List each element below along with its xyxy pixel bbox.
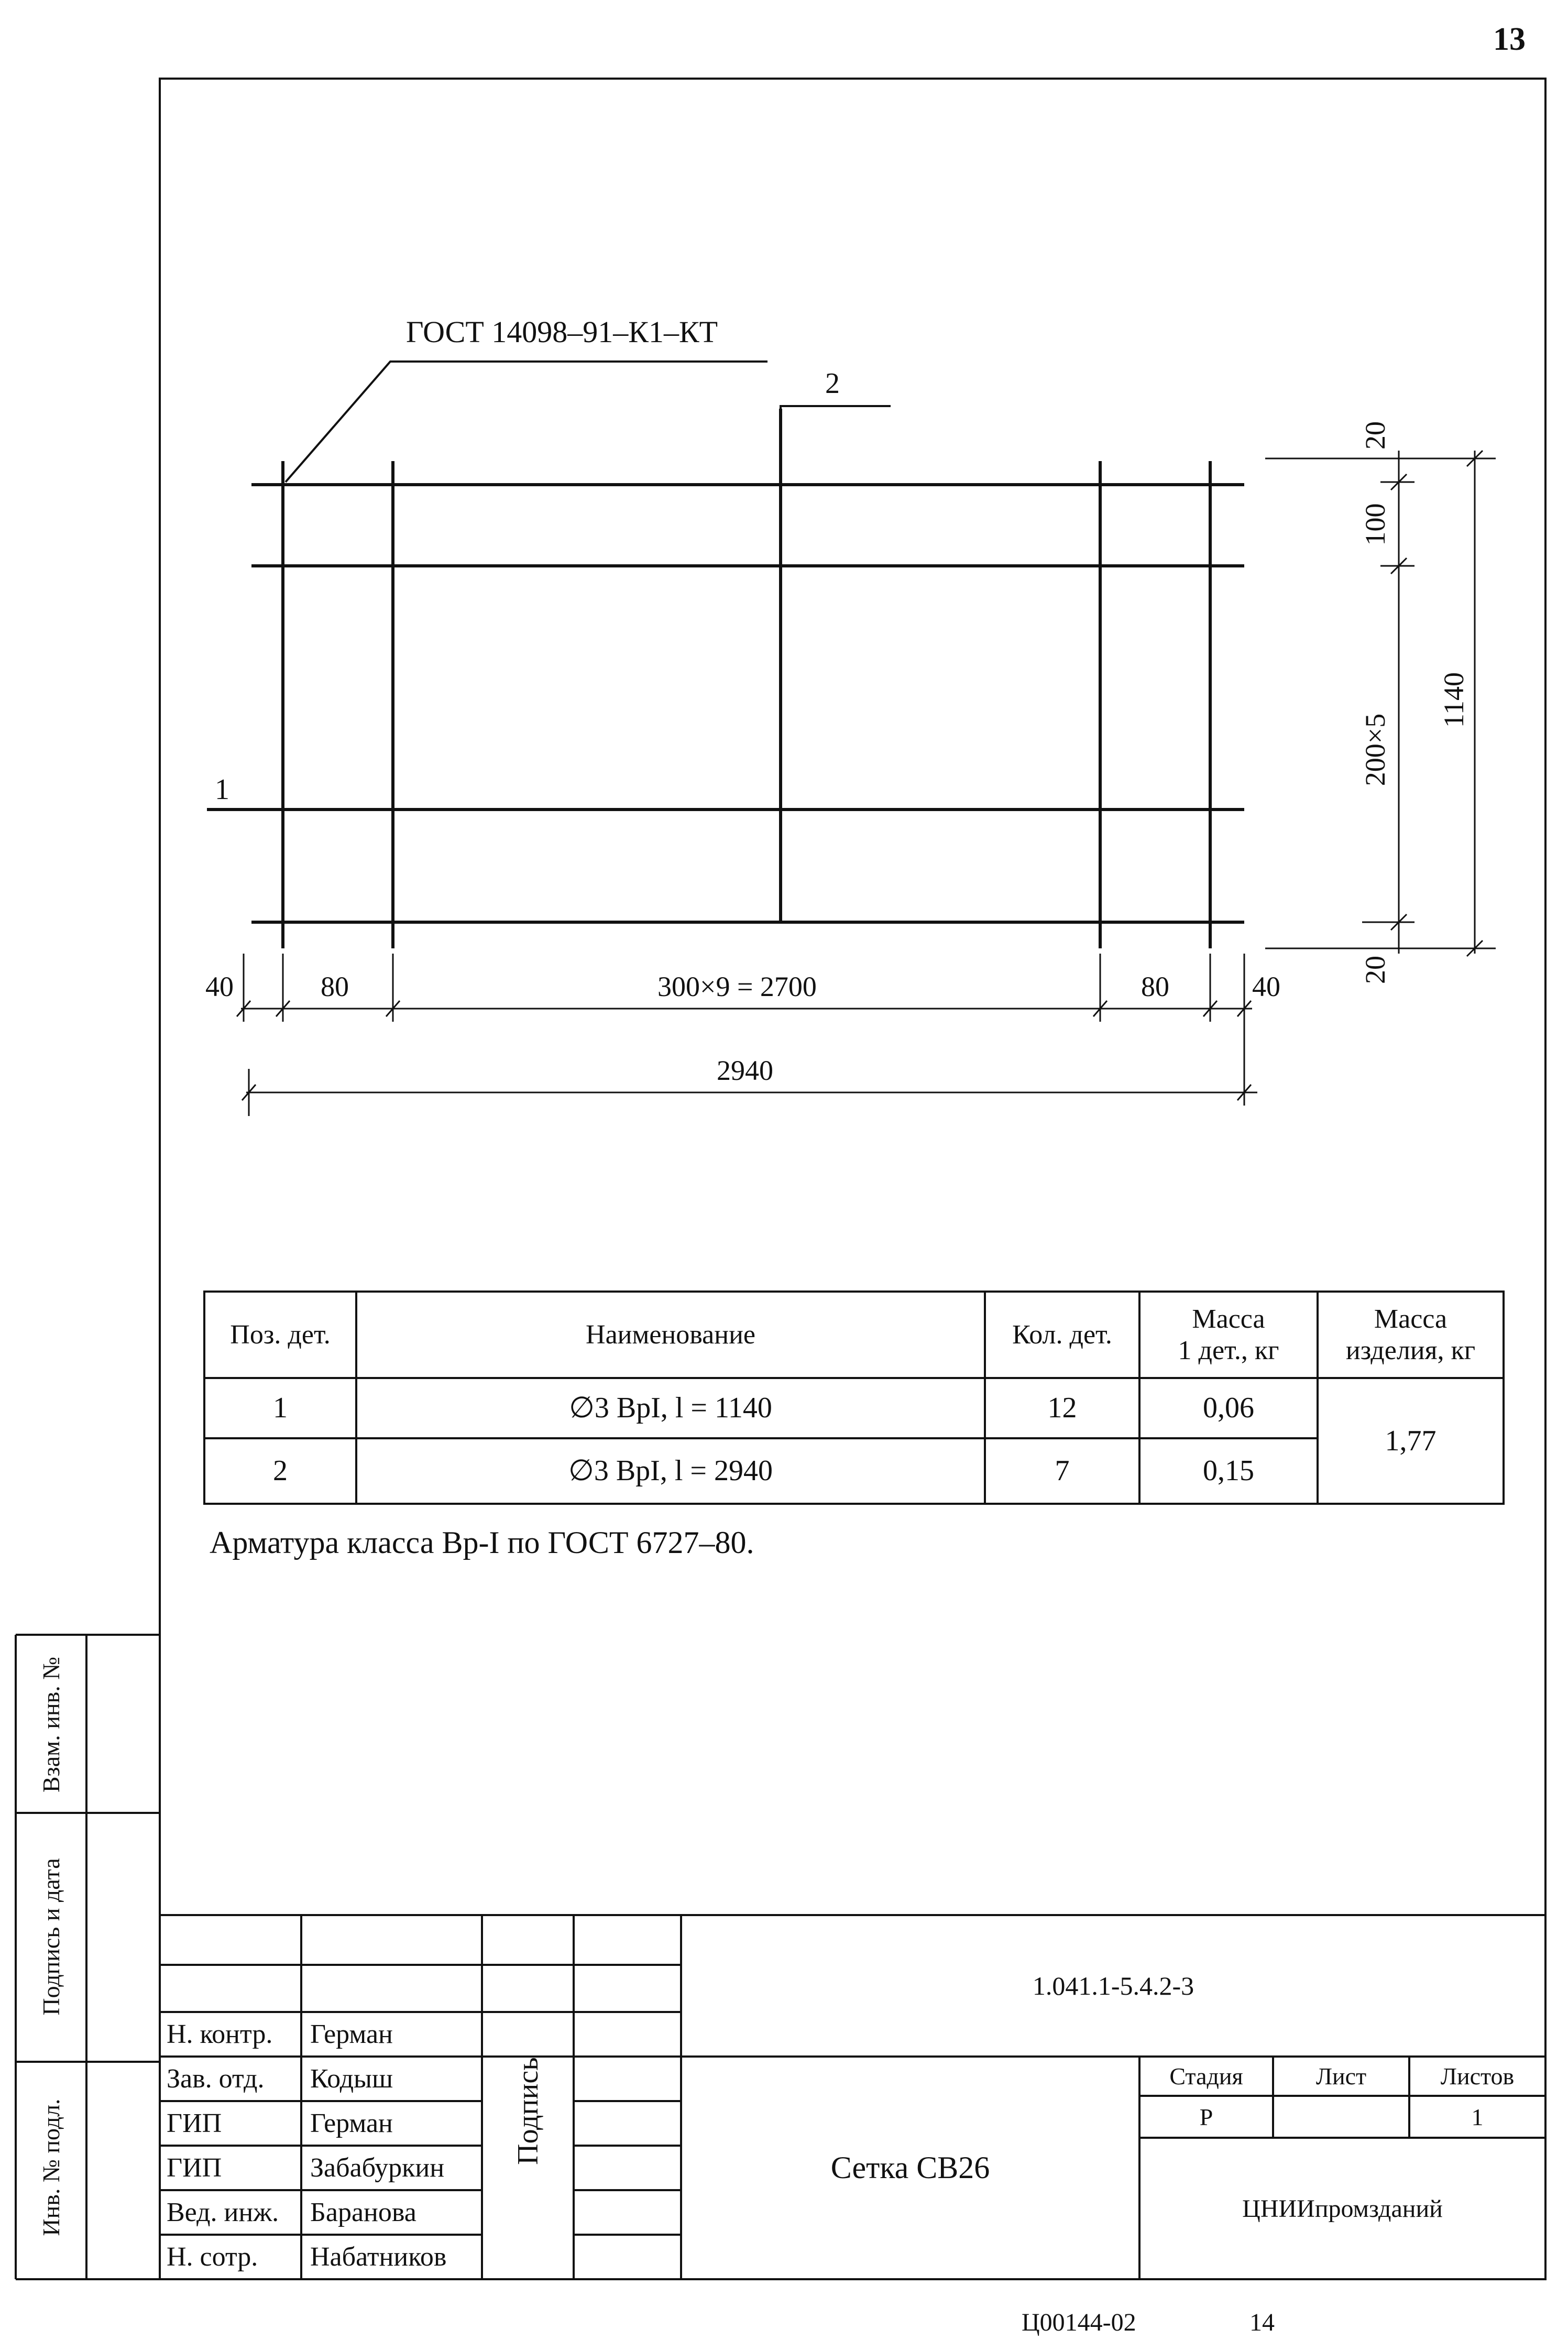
pos1-label: 1 xyxy=(215,773,229,806)
bottom-code: Ц00144-02 xyxy=(1022,2309,1136,2336)
dim-right-40: 40 xyxy=(1252,971,1280,1002)
header-mass-item-line1: Масса xyxy=(1192,1304,1265,1334)
leader-lines xyxy=(286,362,891,482)
page-number: 13 xyxy=(1493,21,1526,57)
row2-mass: 0,15 xyxy=(1203,1455,1254,1488)
stamp-podpis-data: Подпись и дата xyxy=(38,1858,64,2016)
row1-qty: 12 xyxy=(1047,1392,1077,1425)
sheet-value xyxy=(1273,2096,1409,2138)
sheet-label: Лист xyxy=(1315,2063,1367,2090)
sheets-value: 1 xyxy=(1471,2103,1484,2130)
bottom-page-number: 14 xyxy=(1249,2309,1275,2336)
row2-pos: 2 xyxy=(273,1455,288,1488)
header-name: Наименование xyxy=(586,1319,755,1350)
dim-top-100: 100 xyxy=(1359,503,1391,546)
total-mass: 1,77 xyxy=(1385,1424,1437,1457)
sig-role-4: ГИП xyxy=(167,2153,222,2183)
dim-top-20: 20 xyxy=(1359,421,1391,450)
doc-code: 1.041.1-5.4.2-3 xyxy=(1032,1971,1194,2000)
sig-name-3: Герман xyxy=(310,2108,393,2138)
dim-bottom-20: 20 xyxy=(1359,956,1391,984)
header-mass-total xyxy=(1318,1292,1504,1378)
sig-role-3: ГИП xyxy=(167,2108,222,2138)
stamp-inv-podl: Инв. № подл. xyxy=(38,2098,64,2236)
mesh-vertical-bars xyxy=(283,409,1210,948)
reinforcement-note: Арматура класса Вр-I по ГОСТ 6727–80. xyxy=(210,1525,754,1560)
row1-pos: 1 xyxy=(273,1392,288,1425)
dim-total-height: 1140 xyxy=(1438,672,1470,728)
dim-left-40: 40 xyxy=(205,971,234,1002)
sig-name-2: Кодыш xyxy=(310,2064,393,2094)
spec-table xyxy=(204,1292,1504,1506)
dim-total-length: 2940 xyxy=(717,1055,773,1086)
header-mass-total-line2: изделия, кг xyxy=(1345,1335,1476,1365)
sig-name-5: Баранова xyxy=(310,2197,416,2227)
pos2-label: 2 xyxy=(825,367,840,400)
sig-name-1: Герман xyxy=(310,2019,393,2049)
header-mass-total-line1: Масса xyxy=(1374,1304,1448,1334)
product-name: Сетка СВ26 xyxy=(830,2150,990,2185)
organization: ЦНИИпромзданий xyxy=(1242,2194,1443,2223)
weld-callout: ГОСТ 14098–91–К1–КТ xyxy=(406,315,718,349)
mesh-horizontal-bars xyxy=(207,485,1244,922)
row2-name: ∅3 ВрI, l = 2940 xyxy=(568,1455,773,1488)
dim-mid-200x5: 200×5 xyxy=(1359,713,1391,786)
row2-qty: 7 xyxy=(1055,1455,1070,1488)
header-mass-item-line2: 1 дет., кг xyxy=(1178,1335,1279,1365)
sig-name-6: Набатников xyxy=(310,2242,447,2272)
tick-marks xyxy=(237,451,1483,1100)
header-pos: Поз. дет. xyxy=(230,1319,331,1350)
dim-right-80: 80 xyxy=(1141,971,1169,1002)
row1-name: ∅3 ВрI, l = 1140 xyxy=(569,1392,772,1425)
row1-mass: 0,06 xyxy=(1203,1392,1254,1425)
header-qty: Кол. дет. xyxy=(1012,1319,1112,1350)
signature-column-label: Подпись xyxy=(512,2057,544,2165)
sig-role-1: Н. контр. xyxy=(167,2019,273,2049)
stamp-vzam-inv: Взам. инв. № xyxy=(38,1656,64,1793)
stage-value: Р xyxy=(1199,2103,1213,2130)
sig-role-5: Вед. инж. xyxy=(167,2197,279,2227)
sig-name-4: Забабуркин xyxy=(310,2153,445,2183)
stage-label: Стадия xyxy=(1169,2063,1243,2090)
dim-middle: 300×9 = 2700 xyxy=(657,971,817,1002)
header-mass-item xyxy=(1139,1292,1318,1378)
sig-role-6: Н. сотр. xyxy=(167,2242,258,2272)
dim-left-80: 80 xyxy=(321,971,349,1002)
sig-role-2: Зав. отд. xyxy=(167,2064,265,2094)
sheets-label: Листов xyxy=(1440,2063,1515,2090)
